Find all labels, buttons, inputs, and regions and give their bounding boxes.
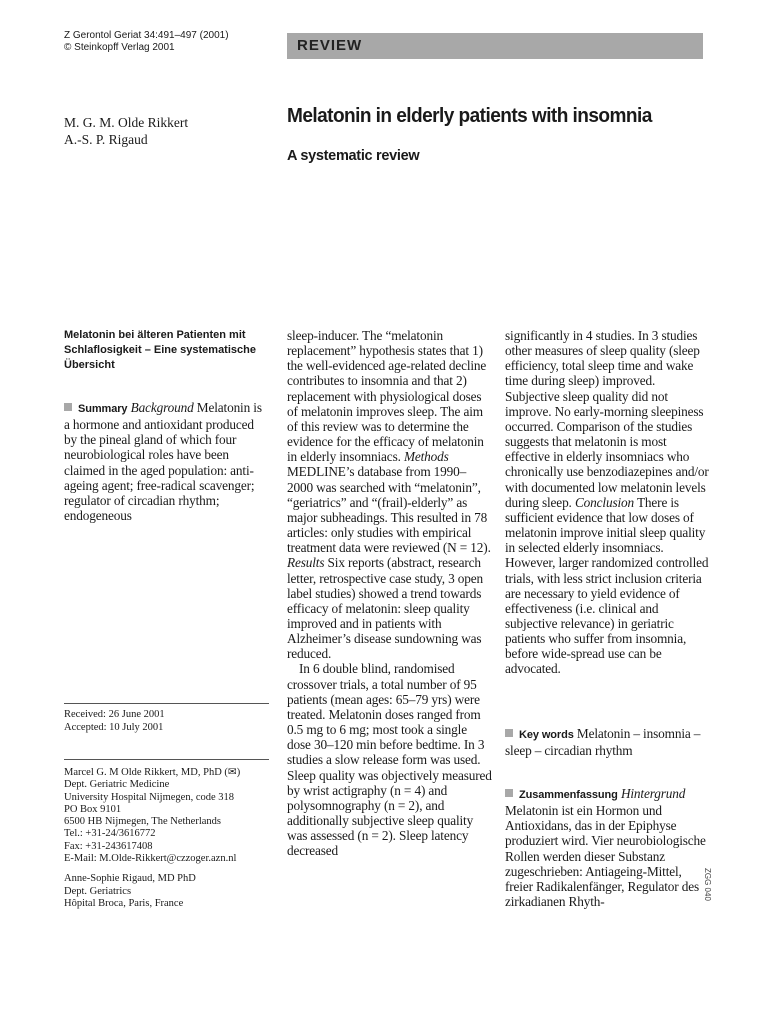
author-list — [64, 114, 274, 148]
divider — [64, 759, 269, 760]
zusammenfassung-text: Melatonin ist ein Hormon und Antioxidans, das in der Epiphyse produziert wird. Vier neurobiologische Rollen werden dieser Substanz zugeschrieben: Antiageing-Mittel, freier Radikalenfänger, Regulator des zirkadianen Rhyth- — [505, 803, 706, 910]
summary-column-2 — [287, 328, 492, 858]
section-label: REVIEW — [297, 37, 363, 54]
divider — [64, 703, 269, 704]
author-name: M. G. M. Olde Rikkert — [64, 115, 189, 130]
background-label: Background — [130, 400, 194, 415]
summary-text-col2-b: MEDLINE’s database from 1990–2000 was searched with “melatonin”, “geriatrics” and “(frail)-elderly” as major subheadings. This resulted in 78 articles: only studies with empirical treatment data were reviewed (N = 12). — [287, 464, 491, 556]
keywords-block — [505, 726, 712, 758]
summary-text-col2-a: sleep-inducer. The “melatonin replacement” hypothesis states that 1) the well-evidenced age-related decline contributes to insomnia and that 2) replacement with physiological doses of melatonin improves sleep. The aim of this review was to determine the evidence for the efficacy of melatonin in elderly insomniacs. — [287, 328, 487, 465]
second-author: Anne-Sophie Rigaud, MD PhD — [64, 873, 196, 885]
zusammenfassung-block — [505, 786, 712, 909]
summary-text-col1: Melatonin is a hormone and antioxidant produced by the pineal gland of which four neurobiological roles have been claimed in the aged population: anti-ageing agent; free-radical scavenger; regulator of circadian rhythm; endogeneous — [64, 400, 262, 524]
hintergrund-label: Hintergrund — [620, 786, 686, 801]
german-title: Melatonin bei älteren Patienten mit Schlaflosigkeit – Eine systematische Übersicht — [64, 329, 256, 371]
section-marker-icon — [64, 403, 72, 411]
summary-text-col3-a: significantly in 4 studies. In 3 studies other measures of sleep quality (sleep efficiency, total sleep time and wake time during sleep) improved. Subjective sleep quality did not improve. No early-morning sleepiness occurred. Comparison of the studies suggests that melatonin is most effective in elderly insomniacs who chronically use benzodiazepines and/or with documented low melatonin levels during sleep. — [505, 328, 709, 510]
summary-column-3 — [505, 328, 712, 677]
article-subtitle: A systematic review — [287, 148, 420, 164]
address-line: Dept. Geriatrics — [64, 885, 132, 897]
journal-citation: Z Gerontol Geriat 34:491–497 (2001) — [64, 30, 229, 41]
address-line: University Hospital Nijmegen, code 318 — [64, 791, 235, 803]
summary-heading: Summary — [78, 403, 128, 415]
address-line: 6500 HB Nijmegen, The Netherlands — [64, 816, 221, 828]
address-line: PO Box 9101 — [64, 803, 122, 815]
address-line: Dept. Geriatric Medicine — [64, 779, 170, 791]
results-label: Results — [287, 555, 325, 571]
summary-text-col3-b: There is sufficient evidence that low doses of melatonin improve initial sleep quality in selected elderly insomniacs. However, larger randomized controlled trials, with less strict inclusion criteria are necessary to yield evidence of effectiveness (i.e. clinical and subjective relevance) in geriatric patients who suffer from insomnia, before wide-spread use can be advocated. — [505, 494, 709, 677]
methods-label: Methods — [403, 449, 449, 465]
address-line: Hôpital Broca, Paris, France — [64, 897, 184, 909]
section-marker-icon — [505, 729, 513, 737]
summary-column-1 — [64, 400, 269, 523]
publisher-line: © Steinkopff Verlag 2001 — [64, 42, 175, 53]
email-line: E-Mail: M.Olde-Rikkert@czzoger.azn.nl — [64, 853, 237, 865]
author-name: A.-S. P. Rigaud — [64, 132, 148, 147]
section-bar — [287, 33, 703, 59]
keywords-text: Melatonin – insomnia – sleep – circadian rhythm — [505, 726, 701, 759]
conclusion-label: Conclusion — [574, 494, 635, 510]
keywords-label: Key words — [519, 729, 574, 741]
phone-line: Tel.: +31-24/3616772 — [64, 828, 156, 840]
summary-text-col2-c: Six reports (abstract, research letter, retrospective case study, 3 open label studies) showed a trend towards efficacy of melatonin: sleep quality improved and in patients with Alzheimer’s disease sundowning was reduced. — [287, 555, 484, 662]
fax-line: Fax: +31-243617408 — [64, 840, 153, 852]
journal-citation-block — [64, 30, 284, 54]
side-code: ZGG 040 — [703, 868, 712, 901]
accepted-date: Accepted: 10 July 2001 — [64, 722, 164, 733]
zusammenfassung-label: Zusammenfassung — [519, 789, 618, 801]
article-title: Melatonin in elderly patients with insomnia — [287, 104, 652, 127]
corresponding-author: Marcel G. M Olde Rikkert, MD, PhD (✉) — [64, 767, 241, 778]
summary-text-col2-d: In 6 double blind, randomised crossover trials, a total number of 95 patients (mean ages: 65–79 yrs) were treated. Melatonin doses ranged from 0.5 mg to 6 mg; most took a single dose 30–120 min before bedtime. In 3 studies a slow release form was used. Sleep quality was objectively measured by wrist actigraphy (n = 4) and polysomnography (n = 2), and additionally subjective sleep quality was assessed (n = 2). Sleep latency decreased — [287, 661, 492, 859]
received-date: Received: 26 June 2001 — [64, 709, 165, 720]
received-dates — [64, 708, 269, 734]
correspondence-block — [64, 767, 274, 910]
section-marker-icon — [505, 789, 513, 797]
